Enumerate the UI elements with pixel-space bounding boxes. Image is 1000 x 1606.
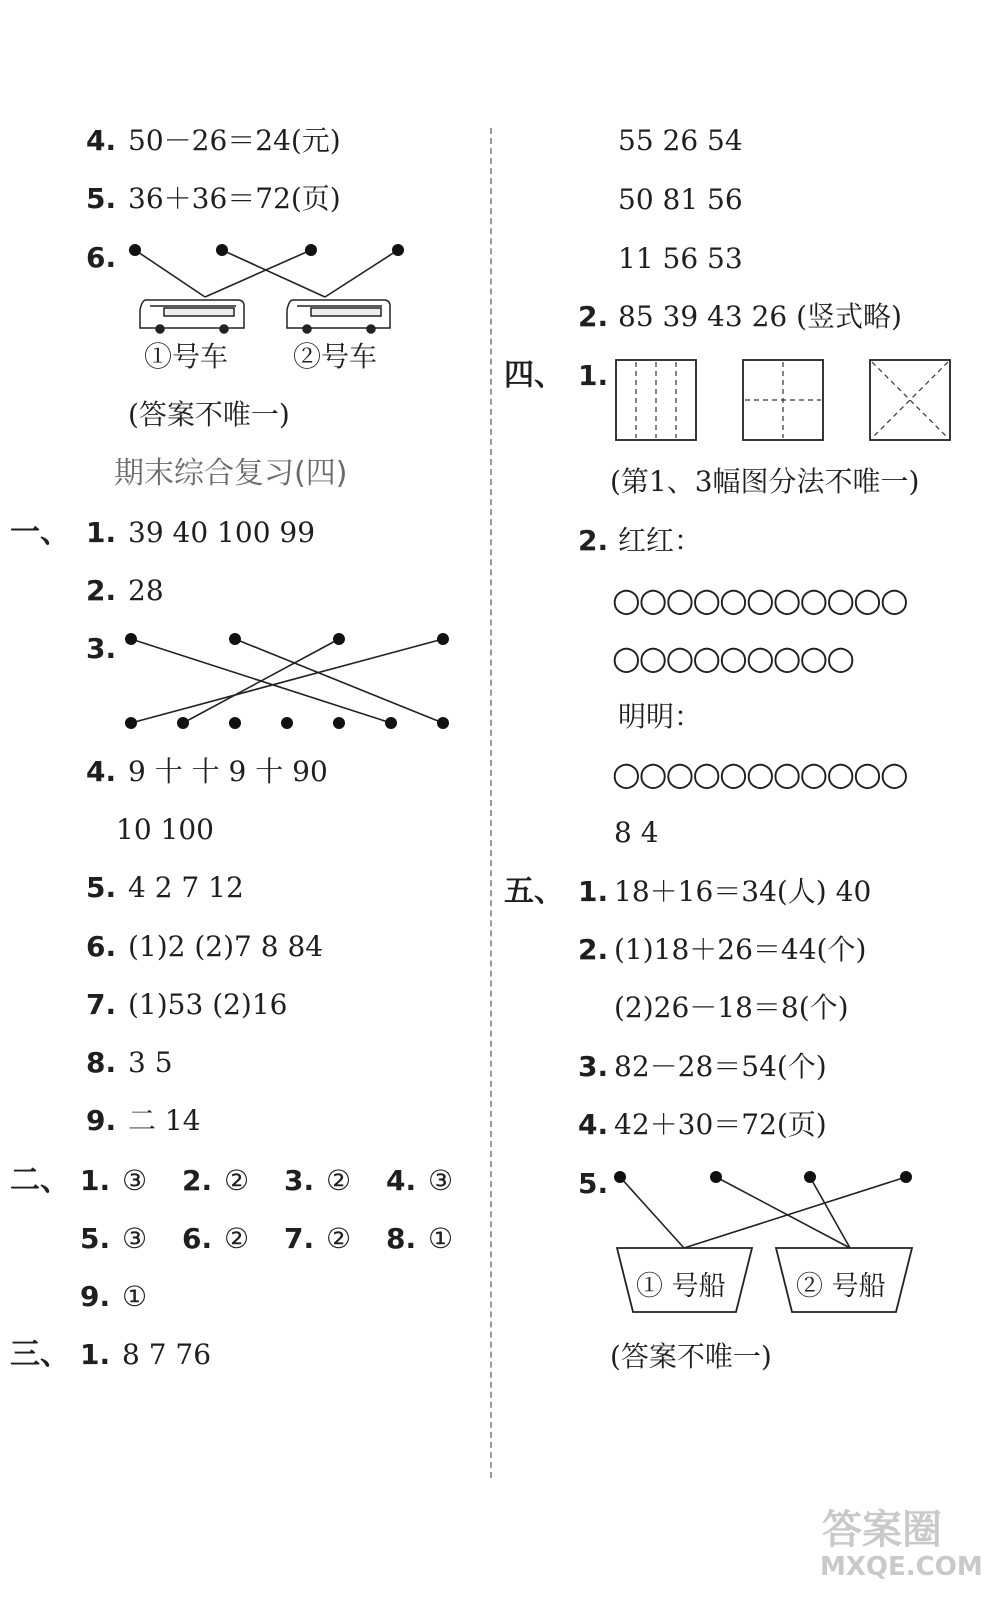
- note-not-unique: (答案不唯一): [128, 398, 290, 431]
- answer-text: 10 100: [116, 813, 214, 846]
- item-number: 2.: [86, 574, 117, 607]
- item-number: 5.: [80, 1222, 111, 1255]
- item-number: 1.: [578, 875, 609, 908]
- answer-text: 39 40 100 99: [128, 516, 316, 549]
- item-number: 8.: [386, 1222, 417, 1255]
- boat-label-2: ② 号船: [796, 1271, 886, 1302]
- answer-text: 82－28＝54(个): [614, 1050, 827, 1083]
- answer-text: 50－26＝24(元): [128, 124, 341, 157]
- choice-answer: ②: [224, 1222, 250, 1255]
- answer-text: 9 十 十 9 十 90: [128, 755, 328, 788]
- item-number: 3.: [86, 632, 117, 665]
- item-number: 6.: [182, 1222, 213, 1255]
- section-two-label: 二、: [10, 1163, 70, 1198]
- item-number: 9.: [80, 1280, 111, 1313]
- item-number: 8.: [86, 1046, 117, 1079]
- item-number: 2.: [578, 300, 609, 333]
- item-number: 7.: [284, 1222, 315, 1255]
- item-number: 7.: [86, 988, 117, 1021]
- answer-text: 二 14: [128, 1104, 201, 1137]
- hong-label: 红红：: [618, 524, 703, 557]
- answer-text: 28: [128, 574, 164, 607]
- item-number: 4.: [86, 755, 117, 788]
- choice-answer: ②: [326, 1164, 352, 1197]
- item-number: 9.: [86, 1104, 117, 1137]
- note-not-unique: (答案不唯一): [610, 1340, 772, 1373]
- bus-label-1: ①号车: [144, 340, 229, 373]
- answer-row: 55 26 54: [618, 124, 743, 157]
- item-number: 5.: [86, 182, 117, 215]
- ming-circles-row: ○○○○○○○○○○○: [612, 754, 907, 793]
- choice-answer: ①: [428, 1222, 454, 1255]
- answer-text: (1)53 (2)16: [128, 988, 288, 1021]
- hong-circles-row2: ○○○○○○○○○: [612, 638, 854, 677]
- item-number: 1.: [80, 1338, 111, 1371]
- choice-answer: ③: [428, 1164, 454, 1197]
- item-number: 6.: [86, 930, 117, 963]
- answer-text: 85 39 43 26 (竖式略): [618, 300, 902, 333]
- section-one-label: 一、: [10, 515, 70, 550]
- watermark-url: MXQE.COM: [820, 1552, 983, 1582]
- answer-text: 4 2 7 12: [128, 871, 244, 904]
- choice-answer: ①: [122, 1280, 148, 1313]
- answer-text: (1)2 (2)7 8 84: [128, 930, 324, 963]
- figure-note: (第1、3幅图分法不唯一): [610, 465, 920, 498]
- choice-answer: ③: [122, 1164, 148, 1197]
- item-number: 1.: [86, 516, 117, 549]
- answer-text: (2)26－18＝8(个): [614, 991, 849, 1024]
- section-three-label: 三、: [10, 1337, 70, 1372]
- section-title: 期末综合复习(四): [114, 456, 348, 491]
- item-number: 4.: [578, 1108, 609, 1141]
- item-number: 1.: [80, 1164, 111, 1197]
- section-five-label: 五、: [504, 874, 564, 909]
- answer-text: (1)18＋26＝44(个): [614, 933, 867, 966]
- item-number: 3.: [284, 1164, 315, 1197]
- item-number: 6.: [86, 241, 117, 274]
- answer-row: 11 56 53: [618, 242, 743, 275]
- choice-answer: ②: [326, 1222, 352, 1255]
- item-number: 3.: [578, 1050, 609, 1083]
- item-number: 2.: [578, 524, 609, 557]
- ming-label: 明明：: [618, 700, 703, 733]
- bus-label-2: ②号车: [293, 340, 378, 373]
- choice-answer: ②: [224, 1164, 250, 1197]
- hong-circles-row1: ○○○○○○○○○○○: [612, 580, 907, 619]
- answer-text: 3 5: [128, 1046, 173, 1079]
- boat-label-1: ① 号船: [636, 1271, 726, 1302]
- item-number: 2.: [578, 933, 609, 966]
- answer-text: 8 7 76: [122, 1338, 212, 1371]
- watermark-logo: 答案圈: [822, 1507, 942, 1553]
- answer-text: 42＋30＝72(页): [614, 1108, 827, 1141]
- item-number: 5.: [86, 871, 117, 904]
- item-number: 1.: [578, 359, 609, 392]
- answer-text: 18＋16＝34(人) 40: [614, 875, 872, 908]
- section-four-label: 四、: [504, 358, 564, 393]
- item-number: 5.: [578, 1167, 609, 1200]
- answer-row: 50 81 56: [618, 183, 743, 216]
- answer-text: 36＋36＝72(页): [128, 182, 341, 215]
- choice-answer: ③: [122, 1222, 148, 1255]
- answer-text: 8 4: [614, 816, 659, 849]
- item-number: 4.: [86, 124, 117, 157]
- item-number: 2.: [182, 1164, 213, 1197]
- item-number: 4.: [386, 1164, 417, 1197]
